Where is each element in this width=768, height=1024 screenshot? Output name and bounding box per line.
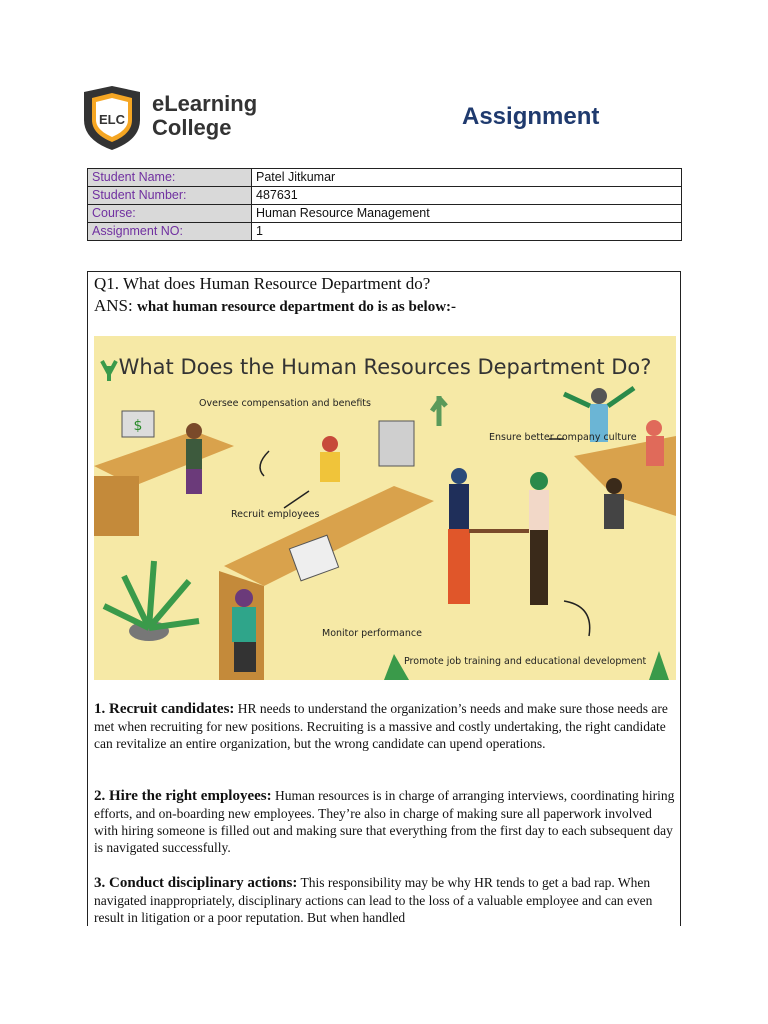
label-compensation-text: Oversee compensation and benefits bbox=[199, 398, 371, 409]
table-row bbox=[88, 169, 682, 187]
shield-logo-icon bbox=[80, 84, 144, 152]
illustration-title: What Does the Human Resources Department Do? bbox=[118, 355, 652, 379]
answer-intro bbox=[94, 296, 456, 316]
table-row bbox=[88, 187, 682, 205]
point-text: Human resources is in charge of arranging interviews, coordinating hiring efforts, and on-boarding new employees. They’re also in charge of making sure all paperwork involved with hiring someone is filled out and making sure that everything from the first day to each subsequent day is navigated successfully. bbox=[94, 788, 675, 855]
logo-initials: ELC bbox=[99, 112, 125, 127]
point-heading: 1. Recruit candidates: bbox=[94, 701, 235, 717]
label-culture bbox=[489, 432, 637, 443]
label-monitor: Monitor performance bbox=[322, 628, 422, 639]
assignment-no-label: Assignment NO: bbox=[88, 223, 252, 241]
point-heading: 2. Hire the right employees: bbox=[94, 788, 272, 804]
course-label: Course: bbox=[88, 205, 252, 223]
logo-line-1: eLearning bbox=[152, 91, 258, 116]
course-value: Human Resource Management bbox=[252, 205, 682, 223]
point-text: HR needs to understand the organization’s needs and make sure those needs are met when recruiting for new positions. Recruiting is a massive and costly undertaking, the right candidate can revitalize an entire organization, but the wrong candidate can upend operations. bbox=[94, 701, 668, 751]
label-compensation bbox=[199, 398, 371, 409]
answer-box bbox=[87, 271, 681, 926]
hr-department-illustration bbox=[94, 336, 676, 680]
table-row bbox=[88, 223, 682, 241]
page-title: Assignment bbox=[462, 103, 600, 130]
point-recruit-candidates bbox=[94, 700, 678, 752]
svg-text:$: $ bbox=[133, 418, 143, 434]
student-info-table bbox=[87, 168, 682, 241]
logo-line-2: College bbox=[152, 115, 232, 140]
answer-label: ANS: bbox=[94, 296, 133, 315]
student-name-value: Patel Jitkumar bbox=[252, 169, 682, 187]
student-number-value: 487631 bbox=[252, 187, 682, 205]
student-name-label: Student Name: bbox=[88, 169, 252, 187]
label-recruit: Recruit employees bbox=[231, 509, 320, 520]
question-heading: Q1. What does Human Resource Department do? bbox=[94, 274, 431, 293]
assignment-no-value: 1 bbox=[252, 223, 682, 241]
point-heading: 3. Conduct disciplinary actions: bbox=[94, 875, 298, 891]
point-text: This responsibility may be why HR tends to get a bad rap. When navigated inappropriately, disciplinary actions can lead to the loss of a valuable employee and can even result in litigation or a poor reputation. But when handled bbox=[94, 875, 653, 925]
label-culture-text: Ensure better company culture bbox=[489, 432, 637, 443]
table-row bbox=[88, 205, 682, 223]
label-training: Promote job training and educational development bbox=[404, 656, 647, 667]
point-hire-employees bbox=[94, 787, 678, 856]
student-number-label: Student Number: bbox=[88, 187, 252, 205]
point-disciplinary-actions bbox=[94, 874, 678, 926]
college-logo bbox=[80, 84, 280, 154]
answer-text: what human resource department do is as below:- bbox=[136, 299, 457, 315]
